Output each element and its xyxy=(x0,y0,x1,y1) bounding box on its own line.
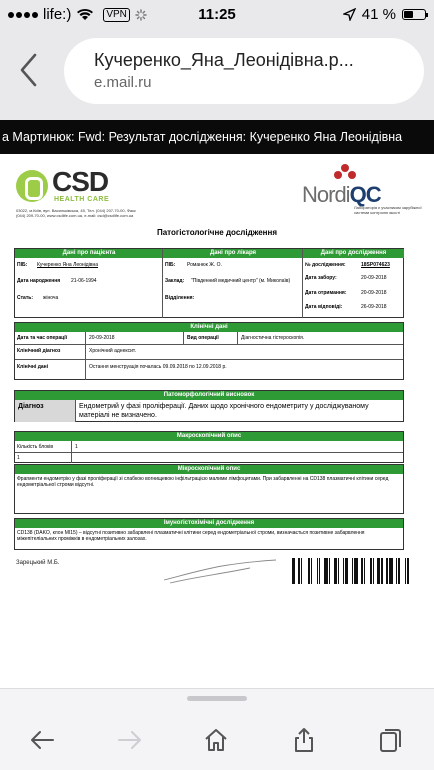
doctor-department-label: Відділення: xyxy=(165,295,195,301)
back-arrow-button[interactable] xyxy=(24,725,60,755)
ihc-section xyxy=(14,518,404,550)
forward-arrow-icon xyxy=(116,726,144,754)
macro-row2: 1 xyxy=(17,455,20,461)
nordiqc-dots-icon xyxy=(332,164,362,184)
document-page xyxy=(0,158,434,688)
back-button[interactable] xyxy=(18,52,48,92)
conclusion-label: Діагноз xyxy=(18,403,44,410)
macro-section xyxy=(14,431,404,463)
patient-sex-label: Стать: xyxy=(17,295,34,301)
study-answered-label: Дата відповіді: xyxy=(305,304,343,310)
location-arrow-icon xyxy=(343,8,356,21)
csd-logo-text: CSD xyxy=(52,166,109,197)
doctor-facility: "Південний медичний центр" (м. Миколаїв) xyxy=(191,278,291,284)
csd-logo xyxy=(16,166,126,206)
home-icon xyxy=(202,726,230,754)
signer-name: Зарецький М.Б. xyxy=(16,560,60,566)
study-number: 18SP074623 xyxy=(361,262,390,268)
clinical-section xyxy=(14,322,404,380)
csd-address: 03022, м.Київ, вул. Васильківська, 45, Тел. (044) 207-70-00, Факс (044) 209-70-00, www.csdlife.com.ua, e-mail: csd@csdlife.com.ua xyxy=(16,208,136,218)
study-answered: 26-09-2018 xyxy=(361,304,387,310)
signature-image xyxy=(160,556,280,586)
clinical-data: Остання менструація почалась 09.09.2018 по 12.09.2018 р. xyxy=(89,364,227,370)
op-type: Діагностична гістероскопія. xyxy=(241,335,305,341)
study-number-label: № дослідження: xyxy=(305,262,346,268)
op-type-label: Вид операції xyxy=(187,335,219,341)
clock: 11:25 xyxy=(198,6,236,23)
page-title: Кучеренко_Яна_Леонідівна.р... xyxy=(94,50,354,70)
macro-blocks-label: Кількість блоків xyxy=(17,444,53,450)
doctor-name-label: ПІБ: xyxy=(165,262,176,268)
clinical-diag: Хронічний аднексит. xyxy=(89,348,137,354)
share-button[interactable] xyxy=(286,725,322,755)
study-received: 20-09-2018 xyxy=(361,290,387,296)
study-taken: 20-09-2018 xyxy=(361,275,387,281)
patient-dob-label: Дата народження xyxy=(17,278,61,284)
csd-microscope-icon xyxy=(16,170,48,202)
info-table xyxy=(14,248,404,318)
tabs-icon xyxy=(376,726,404,754)
barcode-image xyxy=(292,558,418,584)
chevron-left-icon xyxy=(18,52,38,88)
op-date: 20-09-2018 xyxy=(89,335,115,341)
nordiqc-text: NordiQC xyxy=(302,182,381,207)
study-received-label: Дата отримання: xyxy=(305,290,347,296)
macro-header: Макроскопічний опис xyxy=(15,432,403,441)
forward-arrow-button[interactable] xyxy=(112,725,148,755)
macro-blocks-value: 1 xyxy=(75,444,78,450)
micro-text: Фрагменти ендометрію у фазі проліферації зі слабкою вогнищевою інфільтрацією малими лімфоцитами. При забарвленні на CD138 плазматичні клітини серед ендометріальної строми відсутні. xyxy=(17,476,389,488)
patient-header: Дані про пацієнта xyxy=(15,249,163,258)
back-arrow-icon xyxy=(28,726,56,754)
tabs-button[interactable] xyxy=(372,725,408,755)
battery-percent: 41 % xyxy=(361,6,396,23)
status-bar xyxy=(0,0,434,30)
carrier-label: life:) xyxy=(43,6,72,23)
nordiqc-sub: Лабораторія є учасником зарубіжної системи контролю якості xyxy=(354,205,422,215)
address-bar[interactable] xyxy=(64,38,424,104)
drag-handle[interactable] xyxy=(187,696,247,701)
study-header: Дані про дослідження xyxy=(303,249,404,258)
page-host: e.mail.ru xyxy=(94,74,152,91)
conclusion-section xyxy=(14,390,404,422)
doctor-facility-label: Заклад: xyxy=(165,278,185,284)
micro-section xyxy=(14,464,404,514)
patient-name: Кучеренко Яна Леонідівна xyxy=(37,262,99,268)
study-taken-label: Дата забору: xyxy=(305,275,337,281)
home-button[interactable] xyxy=(198,725,234,755)
conclusion-text: Ендометрий у фазі проліферації. Даних щодо хронічного ендометриту у досліджуваному матеріалі не визначено. xyxy=(79,403,369,419)
ihc-text: CD138 (DAKO, клон MI15) – відсутні позитивно забарвлені плазматичні клітини серед ендометріальної строми, визначається позитивне забарвлення міжепітеліальних проміжків в ендометріальних залозах. xyxy=(17,530,365,542)
ihc-header: Імуногістохімічні дослідження xyxy=(15,519,403,528)
csd-logo-sub: HEALTH CARE xyxy=(54,196,110,203)
browser-header xyxy=(0,30,434,120)
doctor-header: Дані про лікаря xyxy=(163,249,303,258)
vpn-badge: VPN xyxy=(103,8,130,22)
document-title: Патогістологічне дослідження xyxy=(156,228,277,237)
op-date-label: Дата та час операції xyxy=(17,335,67,341)
micro-header: Мікроскопічний опис xyxy=(15,465,403,474)
doctor-name: Романюк Ж. О. xyxy=(187,262,222,268)
patient-dob: 21-06-1994 xyxy=(71,278,97,284)
patient-name-label: ПІБ: xyxy=(17,262,28,268)
battery-icon xyxy=(402,9,426,20)
clinical-data-label: Клінічні дані xyxy=(17,364,49,370)
status-right xyxy=(343,6,426,23)
browser-toolbar xyxy=(0,688,434,770)
patient-sex: жіноча xyxy=(43,295,59,301)
email-subject-banner: a Мартинюк: Fwd: Результат дослідження: Кучеренко Яна Леонідівна xyxy=(0,120,434,154)
conclusion-header: Патоморфологічний висновок xyxy=(15,391,403,400)
clinical-diag-label: Клінічний діагноз xyxy=(17,348,61,354)
clinical-header: Клінічні дані xyxy=(15,323,403,332)
share-icon xyxy=(290,726,318,754)
